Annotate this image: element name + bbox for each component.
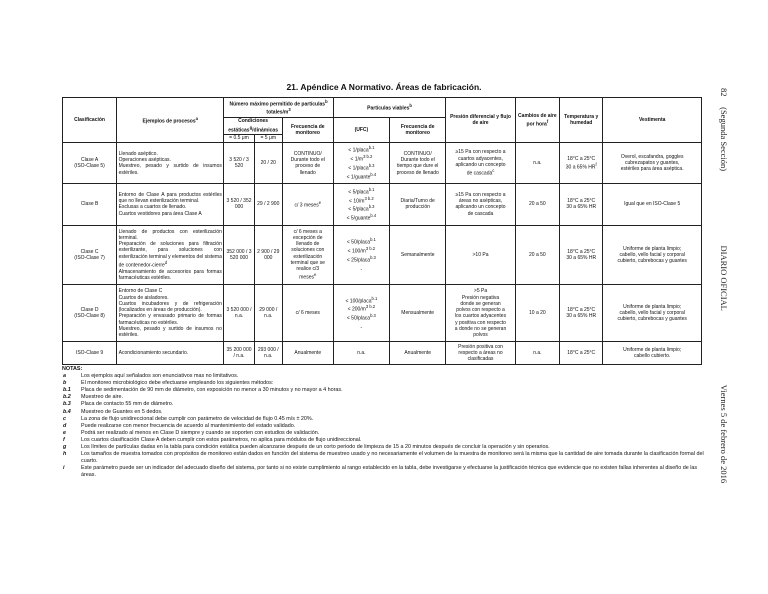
header-frecuencia-monitoreo: Frecuencia de monitoreo <box>282 117 333 142</box>
cell-cambios: n.a. <box>515 143 559 184</box>
cell-clasificacion: Clase B <box>63 184 117 225</box>
cell-vestimenta: Uniforme de planta limpio; cabello, vello facial y corporal cubierto, cubrebocas y guantes <box>603 225 702 285</box>
cell-clasificacion: Clase D (ISO-Clase 8) <box>63 285 117 342</box>
cell-particulas-05: 352 000 / 3 520 000 <box>224 225 254 285</box>
cell-clasificacion: Clase A (ISO-Clase 5) <box>63 143 117 184</box>
cell-frecuencia-2: Semanalmente <box>390 225 446 285</box>
cell-particulas-5: 20 / 20 <box>254 143 282 184</box>
cell-particulas-5: 29 / 2 900 <box>254 184 282 225</box>
cell-presion: ≥15 Pa con respecto a cuartos adyacentes, aplicando un concepto de cascada$^c$ <box>446 143 515 184</box>
cell-particulas-5: 2 900 / 29 000 <box>254 225 282 285</box>
header-viables: Partículas viables$^b$ <box>333 98 446 118</box>
cell-temperatura: 18°C a 25°C 30 a 65% $HR^f$ <box>560 143 603 184</box>
note-item: b.4 Muestreo de Guantes en 5 dedos. <box>63 408 163 415</box>
cell-particulas-05: 35 200 000 / n.a. <box>224 342 254 365</box>
note-item: a Los ejemplos aquí señalados son enunciativos mas no limitativos. <box>63 373 239 380</box>
header-size-05: = 0.5 μm <box>224 134 254 142</box>
cell-particulas-05: 3 520 / 3 520 <box>224 143 254 184</box>
cell-ufc: < 1/placa$^{b.1}$ < $1/m^{3 b.2}$ < 1/placa$^{b.3}$ < 1/guante$^{b.4}$ <box>333 143 389 184</box>
header-vestimenta: Vestimenta <box>603 98 702 143</box>
header-clasificacion: Clasificación <box>63 98 117 143</box>
note-item: g Los límites de partículas dadas en la tabla para condición estática pueden alcanzarse después de un corto periodo de limpieza de 15 a 20 minutos después de concluir la operación y sin operarios. <box>63 444 550 451</box>
cell-frecuencia: Anualmente <box>282 342 333 365</box>
cell-ejemplos: Entorno de Clase A para productos estériles que no llevan esterilización terminal. Esclusas a cuartos de llenado. Cuartos vestidores para área Clase A <box>117 184 224 225</box>
cell-frecuencia-2: Mensualmente <box>390 285 446 342</box>
cell-frecuencia-2: Anualmente <box>390 342 446 365</box>
cell-temperatura: 18°C a 25°C 30 a 65% HR <box>560 184 603 225</box>
cell-ufc: n.a. <box>333 342 389 365</box>
cell-particulas-05: 3 520 / 352 000 <box>224 184 254 225</box>
table-row <box>63 225 702 285</box>
cell-vestimenta: Uniforme de planta limpio; cabello, vello facial y corporal cubierto, cubrebocas y guantes <box>603 285 702 342</box>
note-item: c La zona de flujo unidireccional debe cumplir con parámetro de velocidad de flujo 0.45 m/s ± 20%. <box>63 415 314 422</box>
note-item: h Los tamaños de muestra tomados con propósitos de monitoreo están dados en función del sistema de muestreo usado y no necesariamente el volumen de la muestra de monitoreo será la misma que la cantidad de aire tomada durante la clasificación formal del cuarto. <box>63 451 704 465</box>
cell-particulas-5: 29 000 / n.a. <box>254 285 282 342</box>
cell-ufc: < 50/placa$^{b.1}$ < $100/m^{3 b.2}$ < 25/placa$^{b.3}$ - <box>333 225 389 285</box>
header-row-1 <box>63 98 702 118</box>
cell-presion: >10 Pa <box>446 225 515 285</box>
fabrication-areas-table <box>62 97 702 365</box>
note-item: b.1 Placa de sedimentación de 90 mm de diámetro, con exposición no menor a 30 minutos y no mayor a 4 horas. <box>63 387 343 394</box>
cell-cambios: 20 a 50 <box>515 225 559 285</box>
cell-particulas-05: 3 520 000 / n.a. <box>224 285 254 342</box>
cell-ejemplos: Entorno de Clase C Cuartos de aisladores. Cuartos incubadores y de refrigeración (localizados en áreas de producción). Preparación y envasado primario de formas farmacéuticas no estériles. Muestreo, pesado y surtido de insumos no estériles. <box>117 285 224 342</box>
cell-frecuencia-2: CONTINUO/ Durante todo el tiempo que dure el proceso de llenado <box>390 143 446 184</box>
cell-cambios: n.a. <box>515 342 559 365</box>
cell-presion: >5 Pa Presión negativa donde se generan polvos con respecto a los cuartos adyacentes y positiva con respecto a donde no se generan polvos <box>446 285 515 342</box>
note-item: b El monitoreo microbiológico debe efectuarse empleando los siguientes métodos: <box>63 380 274 387</box>
cell-frecuencia: CONTINUO/ Durante todo el proceso de llenado <box>282 143 333 184</box>
cell-vestimenta: Uniforme de planta limpio; cabello cubierto. <box>603 342 702 365</box>
cell-cambios: 10 a 20 <box>515 285 559 342</box>
note-item: d Puede realizarse con menor frecuencia de acuerdo al mantenimiento del estado validado. <box>63 422 296 429</box>
cell-presion: Presión positiva con respecto a áreas no clasificadas <box>446 342 515 365</box>
cell-frecuencia: c/ 6 meses a excepción de llenado de soluciones con esterilización terminal que se realice c/3 meses$^e$ <box>282 225 333 285</box>
table-row <box>63 143 702 184</box>
header-temperatura: Temperatura y humedad <box>560 98 603 143</box>
header-frecuencia-monitoreo-2: Frecuencia de monitoreo <box>390 117 446 142</box>
page-title: 21. Apéndice A Normativo. Áreas de fabricación. <box>286 82 482 92</box>
header-ejemplos: Ejemplos de procesos$^a$ <box>117 98 224 143</box>
cell-ufc: < 100/placa$^{b.1}$ < $200/m^{3 b.2}$ < 50/placa$^{b.3}$ - <box>333 285 389 342</box>
cell-frecuencia: c/ 6 meses <box>282 285 333 342</box>
header-cambios: Cambios de aire por hora$^f$ <box>515 98 559 143</box>
cell-ejemplos: Llenado de productos con esterilización terminal. Preparación de soluciones para filtración esterilizante, para soluciones con esterilización terminal y elementos del sistema de contenedor-cierre$^d$ Almacenamiento de accesorios para formas farmacéuticas estériles. <box>117 225 224 285</box>
header-size-5: = 5 μm <box>254 134 282 142</box>
note-item: i Este parámetro puede ser un indicador del adecuado diseño del sistema, por tanto si no existe cumplimiento al rango establecido en la tabla, debe investigarse y efectuarse la justificación técnica que evidencie que no existen fallas inherentes al diseño de las áreas. <box>63 465 698 479</box>
cell-frecuencia: c/ 3 meses$^e$ <box>282 184 333 225</box>
cell-vestimenta: Igual que en ISO-Clase 5 <box>603 184 702 225</box>
running-header-text: 82 (Segunda Sección) DIARIO OFICIAL Viernes 5 de febrero de 2016 <box>719 88 729 484</box>
note-item: e Podrá ser realizado al menos en Clase D siempre y cuando se soporten con estudios de validación. <box>63 429 320 436</box>
cell-clasificacion: Clase C (ISO-Clase 7) <box>63 225 117 285</box>
cell-temperatura: 18°C a 25°C 30 a 65% HR <box>560 285 603 342</box>
cell-frecuencia-2: Diaria/Turno de producción <box>390 184 446 225</box>
running-header <box>714 88 734 528</box>
header-condiciones: Condiciones estáticas$^g$/dinámicas <box>224 117 282 134</box>
cell-ufc: < 5/placa$^{b.1}$ < $10/m^{3 b.2}$ < 5/placa$^{b.3}$ < 5/guante$^{b.4}$ <box>333 184 389 225</box>
cell-cambios: 20 a 50 <box>515 184 559 225</box>
table-row <box>63 342 702 365</box>
cell-temperatura: 18°C a 25°C 30 a 65% HR <box>560 225 603 285</box>
cell-presion: ≥15 Pa con respecto a áreas no asépticas, aplicando un concepto de cascada <box>446 184 515 225</box>
header-presion: Presión diferencial y flujo de aire <box>446 98 515 143</box>
note-item: b.3 Placa de contacto 55 mm de diámetro. <box>63 401 174 408</box>
cell-clasificacion: ISO-Clase 9 <box>63 342 117 365</box>
table-row <box>63 285 702 342</box>
note-item: f Los cuartos clasificación Clase A deben cumplir con estos parámetros, no aplica para módulos de flujo unidireccional. <box>63 436 362 443</box>
cell-ejemplos: Acondicionamiento secundario. <box>117 342 224 365</box>
header-ufc: (UFC) <box>333 117 389 142</box>
notes-section <box>62 366 712 480</box>
cell-vestimenta: Overol, escafandra, goggles cubrezapatos y guantes, estériles para área aséptica. <box>603 143 702 184</box>
header-particulas: Número máximo permitido de partículas$^b$ totales/$m^3$ <box>224 98 333 118</box>
cell-ejemplos: Llenado aséptico. Operaciones asépticas. Muestreo, pesado y surtido de insumos estériles. <box>117 143 224 184</box>
notes-title: NOTAS: <box>62 366 83 372</box>
note-item: b.2 Muestreo de aire. <box>63 394 123 401</box>
table-row <box>63 184 702 225</box>
cell-temperatura: 18°C a 25°C <box>560 342 603 365</box>
cell-particulas-5: 293 000 / n.a. <box>254 342 282 365</box>
